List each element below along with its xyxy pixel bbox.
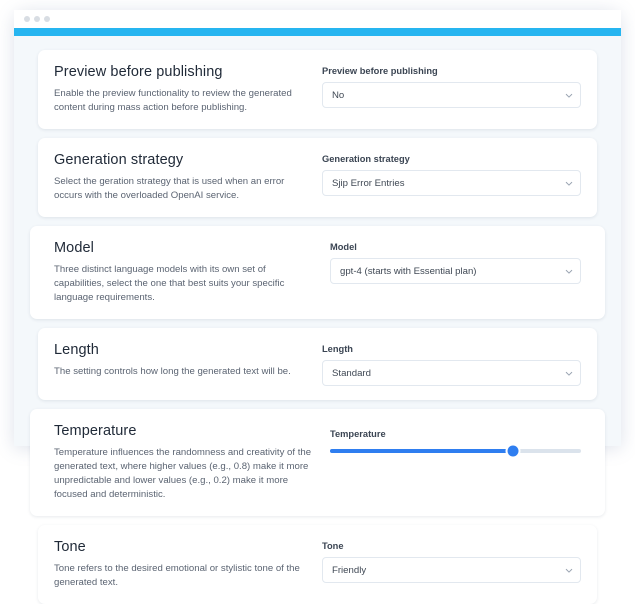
select-value: gpt-4 (starts with Essential plan) [340, 265, 477, 277]
setting-description: The setting controls how long the generated text will be. [54, 366, 291, 377]
select-value: No [332, 89, 345, 101]
setting-control-block [322, 539, 581, 583]
field-label: Length [322, 344, 353, 354]
temperature-slider-thumb[interactable] [508, 446, 519, 457]
settings-scroll-area[interactable] [14, 36, 621, 588]
setting-title: Length [54, 342, 99, 358]
temperature-slider-fill [330, 449, 513, 453]
field-label: Preview before publishing [322, 66, 438, 76]
field-label: Tone [322, 541, 344, 551]
setting-title: Preview before publishing [54, 64, 223, 80]
field-label: Model [330, 242, 357, 252]
setting-description-block [54, 152, 322, 203]
select-value: Sjip Error Entries [332, 177, 405, 189]
field-label: Generation strategy [322, 154, 410, 164]
chevron-down-icon [565, 180, 572, 187]
setting-description: Select the geration strategy that is used when an error occurs with the overloaded OpenAI service. [54, 176, 285, 201]
select-generation-strategy[interactable] [322, 170, 581, 196]
setting-title: Generation strategy [54, 152, 184, 168]
setting-title: Model [54, 240, 94, 256]
setting-card-preview-before-publishing [38, 50, 597, 129]
setting-card-temperature [30, 409, 605, 516]
window-dot-minimize-icon[interactable] [34, 16, 40, 22]
field-label: Temperature [330, 429, 386, 439]
setting-description-block [54, 342, 322, 379]
window-dot-maximize-icon[interactable] [44, 16, 50, 22]
setting-description-block [54, 423, 330, 502]
select-length[interactable] [322, 360, 581, 386]
setting-card-length [38, 328, 597, 400]
chevron-down-icon [565, 92, 572, 99]
setting-card-model [30, 226, 605, 319]
chevron-down-icon [565, 268, 572, 275]
setting-control-block [322, 152, 581, 196]
chevron-down-icon [565, 567, 572, 574]
window-titlebar [14, 10, 621, 28]
setting-description-block [54, 240, 330, 305]
setting-control-block [322, 342, 581, 386]
select-value: Friendly [332, 564, 367, 576]
temperature-slider[interactable] [330, 449, 581, 453]
select-model[interactable] [330, 258, 581, 284]
setting-description: Three distinct language models with its own set of capabilities, select the one that best suits your specific language requirements. [54, 264, 285, 303]
setting-title: Temperature [54, 423, 137, 439]
window-dot-close-icon[interactable] [24, 16, 30, 22]
setting-description: Tone refers to the desired emotional or stylistic tone of the generated text. [54, 563, 300, 588]
select-tone[interactable] [322, 557, 581, 583]
setting-control-block [330, 423, 581, 453]
accent-bar [14, 28, 621, 36]
setting-card-tone [38, 525, 597, 604]
chevron-down-icon [565, 370, 572, 377]
app-window [14, 10, 621, 588]
setting-description: Enable the preview functionality to review the generated content during mass action before publishing. [54, 88, 292, 113]
setting-description-block [54, 539, 322, 590]
setting-description-block [54, 64, 322, 115]
setting-description: Temperature influences the randomness and creativity of the generated text, where higher values (e.g., 0.8) make it more unpredictable and lower values (e.g., 0.2) make it more focused and deterministic. [54, 447, 312, 500]
select-preview-before-publishing[interactable] [322, 82, 581, 108]
setting-title: Tone [54, 539, 86, 555]
setting-card-generation-strategy [38, 138, 597, 217]
setting-control-block [330, 240, 581, 284]
setting-control-block [322, 64, 581, 108]
select-value: Standard [332, 367, 371, 379]
